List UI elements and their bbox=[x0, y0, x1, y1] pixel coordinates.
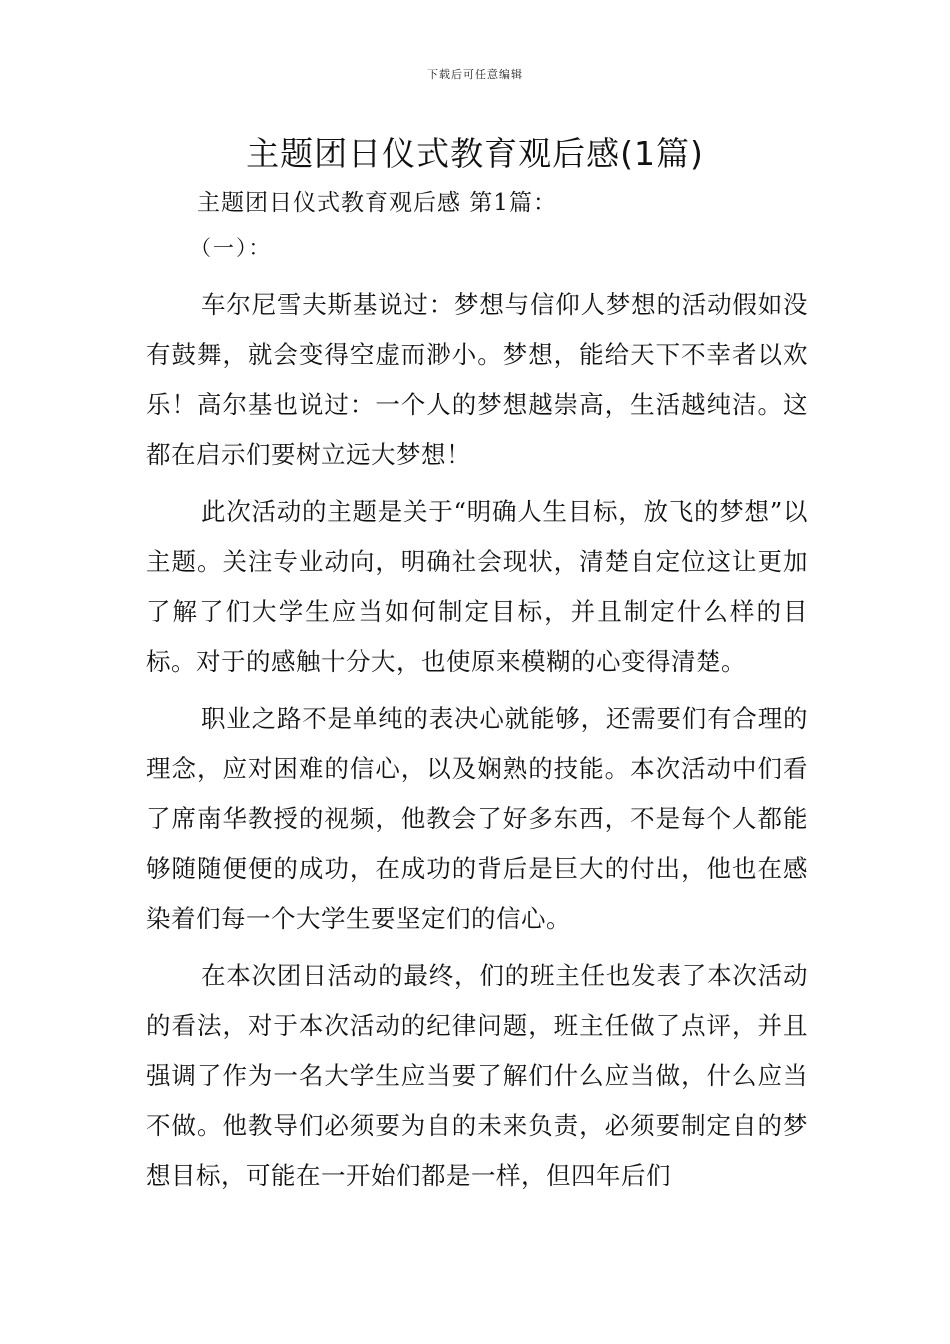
document-subtitle: 主题团日仪式教育观后感 第1篇： bbox=[197, 190, 557, 216]
page-header-note: 下载后可任意编辑 bbox=[427, 68, 523, 81]
section-label: （一）： bbox=[190, 236, 272, 260]
document-title: 主题团日仪式教育观后感(1篇) bbox=[246, 134, 704, 173]
paragraph-2: 此次活动的主题是关于“明确人生目标，放飞的梦想”以主题。关注专业动向，明确社会现状，清楚自定位这让更加了解了们大学生应当如何制定目标，并且制定什么样的目标。对于的感触十分大，也使原来模糊的心变得清楚。 bbox=[146, 497, 808, 676]
document-body bbox=[146, 280, 808, 1208]
paragraph-1: 车尔尼雪夫斯基说过：梦想与信仰人梦想的活动假如没有鼓舞，就会变得空虚而渺小。梦想，能给天下不幸者以欢乐！高尔基也说过：一个人的梦想越崇高，生活越纯洁。这都在启示们要树立远大梦想！ bbox=[146, 290, 808, 469]
paragraph-4: 在本次团日活动的最终，们的班主任也发表了本次活动的看法，对于本次活动的纪律问题，班主任做了点评，并且强调了作为一名大学生应当要了解们什么应当做，什么应当不做。他教导们必须要为自的未来负责，必须要制定自的梦想目标，可能在一开始们都是一样，但四年后们 bbox=[146, 961, 808, 1190]
paragraph-3: 职业之路不是单纯的表决心就能够，还需要们有合理的理念，应对困难的信心，以及娴熟的技能。本次活动中们看了席南华教授的视频，他教会了好多东西，不是每个人都能够随随便便的成功，在成功的背后是巨大的付出，他也在感染着们每一个大学生要坚定们的信心。 bbox=[146, 704, 808, 933]
